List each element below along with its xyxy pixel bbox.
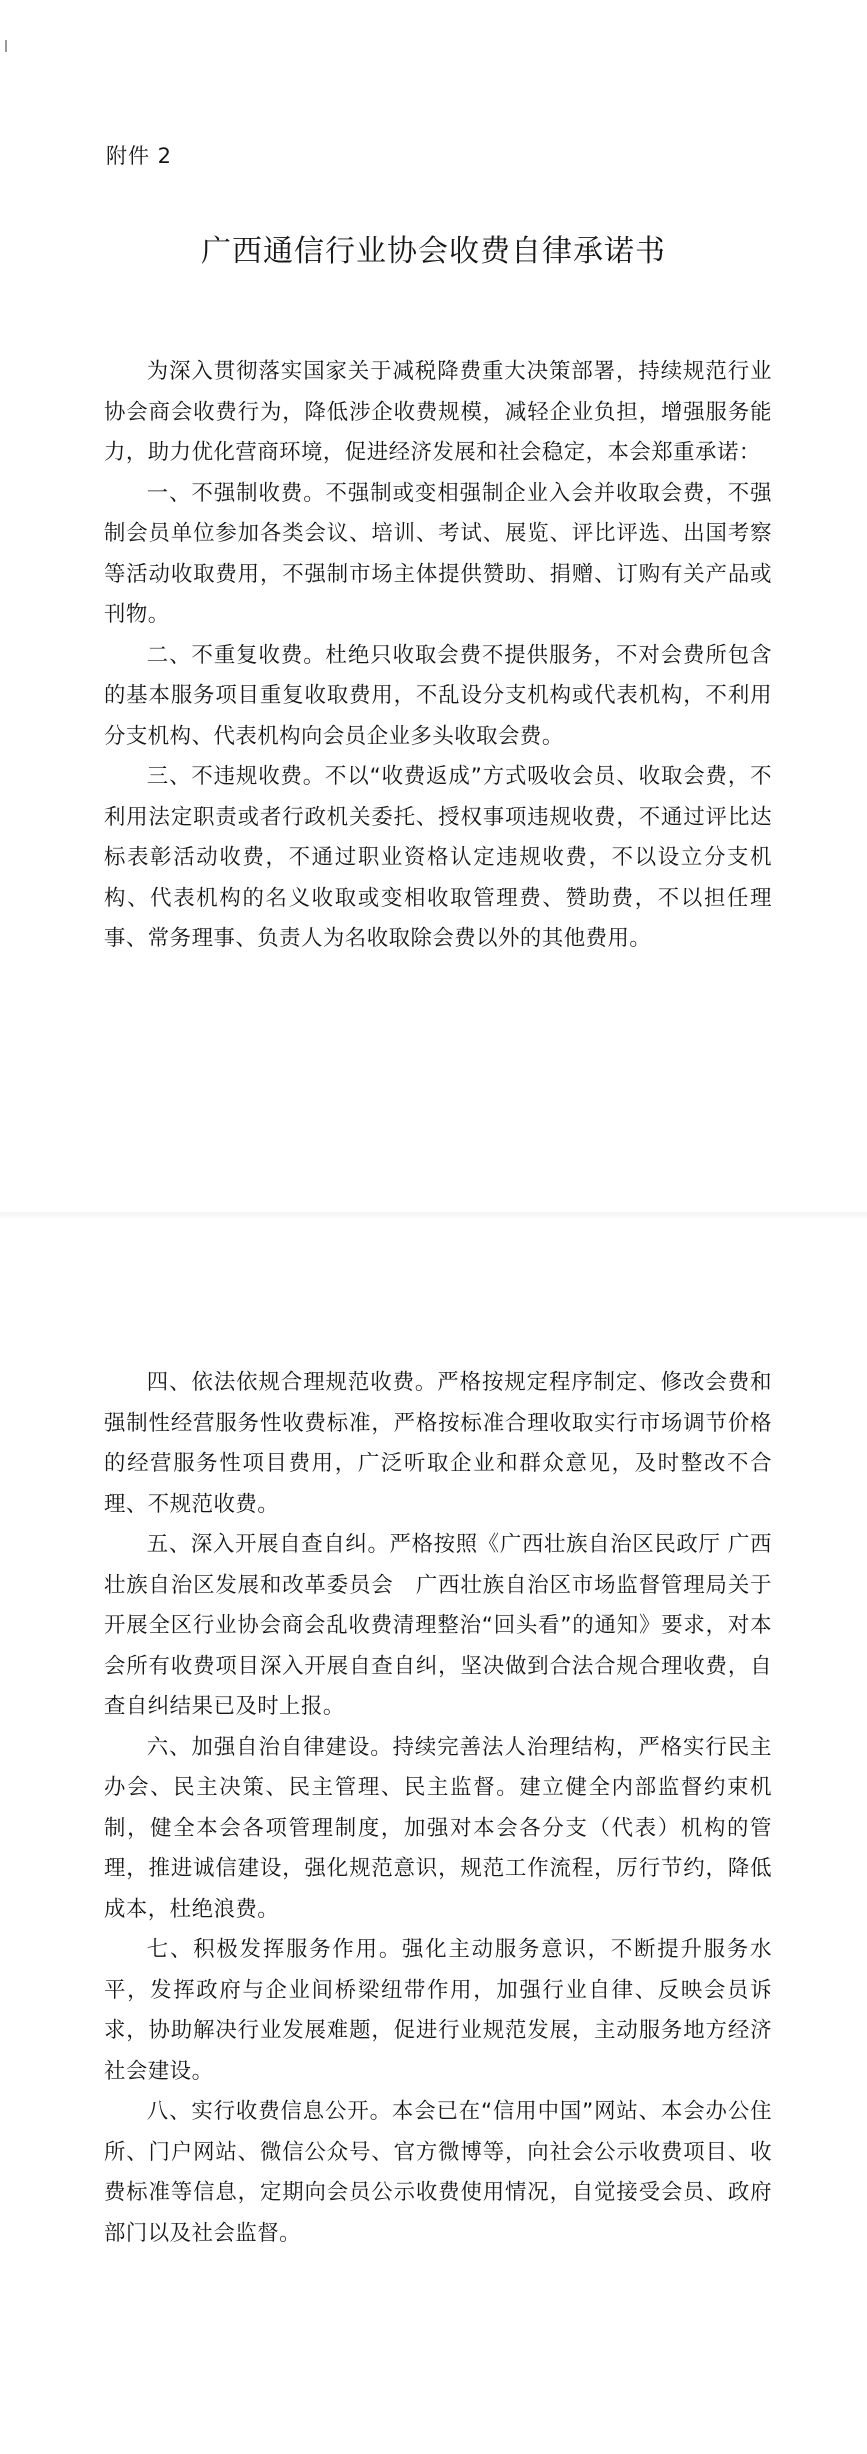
paragraph-7: 七、积极发挥服务作用。强化主动服务意识，不断提升服务水平，发挥政府与企业间桥梁纽带作用，加强行业自律、反映会员诉求，协助解决行业发展难题，促进行业规范发展，主动服务地方经济社会建设。: [104, 1937, 772, 2084]
paragraph-3: 三、不违规收费。不以“收费返成”方式吸收会员、收取会费，不利用法定职责或者行政机关委托、授权事项违规收费，不通过评比达标表彰活动收费，不通过职业资格认定违规收费，不以设立分支机构、代表机构的名义收取或变相收取管理费、赞助费，不以担任理事、常务理事、负责人为名收取除会费以外的其他费用。: [104, 764, 772, 951]
paragraph-5: 五、深入开展自查自纠。严格按照《广西壮族自治区民政厅 广西壮族自治区发展和改革委员会 广西壮族自治区市场监督管理局关于开展全区行业协会商会乱收费清理整治“回头看”的通知》要求，对本会所有收费项目深入开展自查自纠，坚决做到合法合规合理收费，自查自纠结果已及时上报。: [104, 1532, 772, 1719]
paragraph-8: 八、实行收费信息公开。本会已在“信用中国”网站、本会办公住所、门户网站、微信公众号、官方微博等，向社会公示收费项目、收费标准等信息，定期向会员公示收费使用情况，自觉接受会员、政府部门以及社会监督。: [104, 2099, 772, 2246]
paragraph-1: 一、不强制收费。不强制或变相强制企业入会并收取会费，不强制会员单位参加各类会议、培训、考试、展览、评比评选、出国考察等活动收取费用，不强制市场主体提供赞助、捐赠、订购有关产品或刊物。: [104, 480, 772, 627]
scan-mark: [5, 40, 7, 52]
document-title: 广西通信行业协会收费自律承诺书: [201, 234, 666, 269]
paragraph-intro: 为深入贯彻落实国家关于减税降费重大决策部署，持续规范行业协会商会收费行为，降低涉企收费规模，减轻企业负担，增强服务能力，助力优化营商环境，促进经济发展和社会稳定，本会郑重承诺：: [104, 359, 772, 465]
paragraph-4: 四、依法依规合理规范收费。严格按规定程序制定、修改会费和强制性经营服务性收费标准，严格按标准合理收取实行市场调节价格的经营服务性项目费用，广泛听取企业和群众意见，及时整改不合理、不规范收费。: [104, 1370, 772, 1517]
attachment-label: 附件 2: [106, 144, 173, 168]
document-page-1: [0, 0, 867, 1218]
paragraph-6: 六、加强自治自律建设。持续完善法人治理结构，严格实行民主办会、民主决策、民主管理、民主监督。建立健全内部监督约束机制，健全本会各项管理制度，加强对本会各分支（代表）机构的管理，推进诚信建设，强化规范意识，规范工作流程，厉行节约，降低成本，杜绝浪费。: [104, 1734, 772, 1922]
body-text-page-1: [104, 352, 772, 960]
paragraph-2: 二、不重复收费。杜绝只收取会费不提供服务，不对会费所包含的基本服务项目重复收取费用，不乱设分支机构或代表机构，不利用分支机构、代表机构向会员企业多头收取会费。: [104, 642, 772, 749]
body-text-page-2: [104, 1363, 772, 2254]
